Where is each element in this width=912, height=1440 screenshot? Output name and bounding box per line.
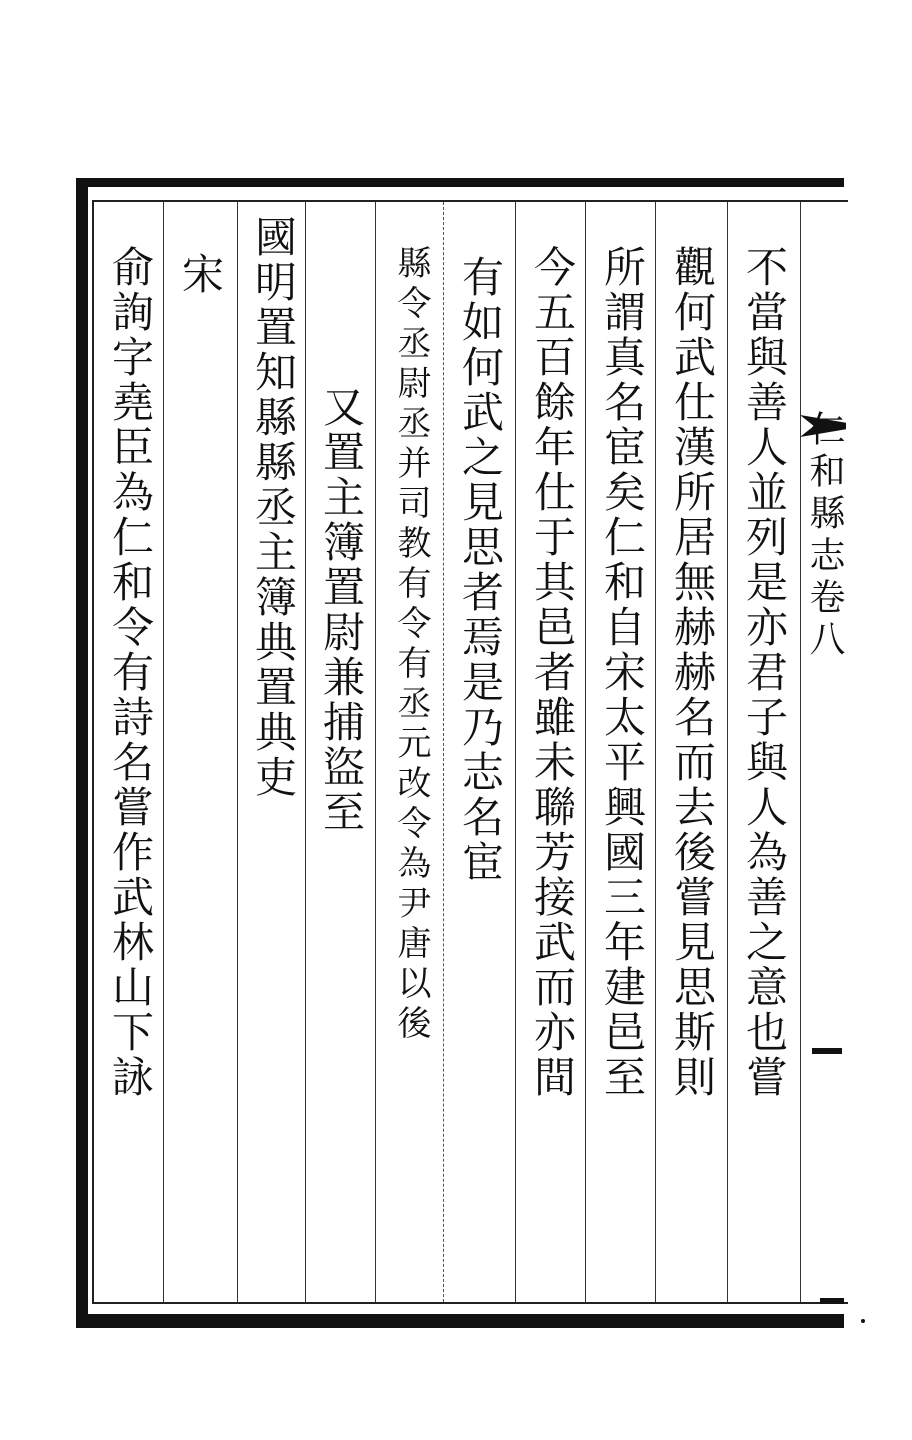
book-header-strip bbox=[800, 200, 848, 1304]
text-column-6: 縣令丞尉丞并司教有令有丞元改令為尹唐以後 bbox=[391, 245, 431, 1045]
text-column-2: 觀何武仕漢所居無赫赫名而去後嘗見思斯則 bbox=[668, 245, 717, 1100]
text-column-8: 國明置知縣縣丞主簿典置典吏 bbox=[249, 215, 298, 800]
column-rule bbox=[305, 202, 306, 1302]
column-rule bbox=[163, 202, 164, 1302]
column-rule bbox=[727, 202, 728, 1302]
text-column-10: 俞詢字堯臣為仁和令有詩名嘗作武林山下詠 bbox=[106, 245, 155, 1100]
scan-speck bbox=[861, 1319, 865, 1323]
text-column-4: 今五百餘年仕于其邑者雖未聯芳接武而亦間 bbox=[528, 245, 577, 1100]
page-number bbox=[812, 1048, 842, 1054]
text-column-5: 有如何武之見思者焉是乃志名宦 bbox=[456, 255, 505, 885]
column-rule bbox=[443, 202, 444, 1302]
column-rule bbox=[237, 202, 238, 1302]
text-column-7: 又置主簿置尉兼捕盜至 bbox=[317, 385, 366, 835]
text-column-9: 宋 bbox=[176, 252, 225, 297]
footer-mark bbox=[820, 1298, 844, 1304]
text-column-3: 所謂真名宦矣仁和自宋太平興國三年建邑至 bbox=[598, 245, 647, 1100]
column-rule bbox=[375, 202, 376, 1302]
column-rule bbox=[585, 202, 586, 1302]
book-title: 仁和縣志卷八 bbox=[804, 410, 845, 662]
text-column-1: 不當與善人並列是亦君子與人為善之意也嘗 bbox=[740, 245, 789, 1100]
column-rule bbox=[655, 202, 656, 1302]
column-rule bbox=[515, 202, 516, 1302]
